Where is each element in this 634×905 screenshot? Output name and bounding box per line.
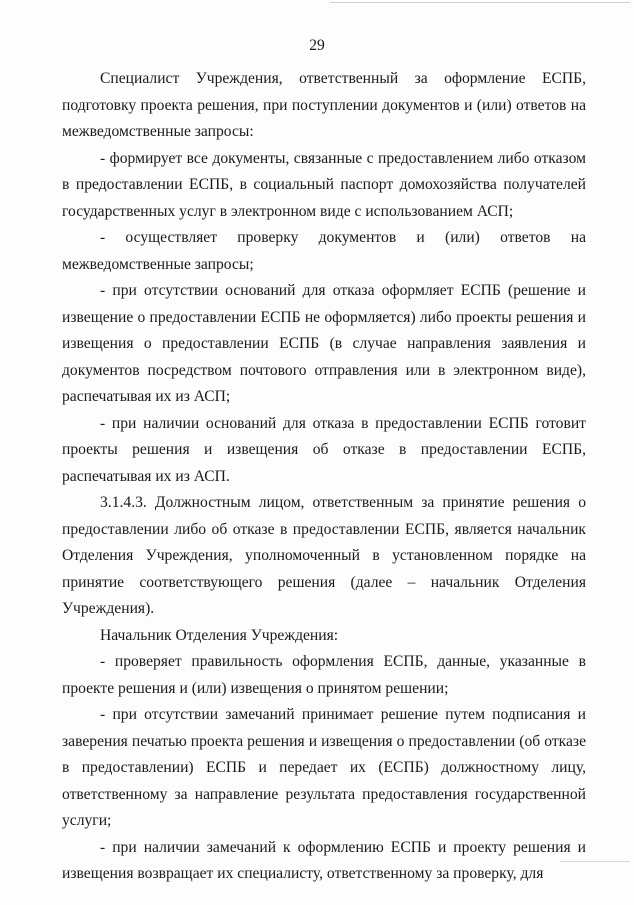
scan-artifact-line (330, 2, 630, 3)
page-number: 29 (309, 37, 325, 54)
paragraph: - формирует все документы, связанные с предоставлением либо отказом в предоставлении ЕСПБ, в социальный паспорт домохозяйства получателей государственных услуг в электронном виде с использованием АСП; (62, 149, 586, 220)
paragraph: - осуществляет проверку документов и (или) ответов на межведомственные запросы; (62, 229, 586, 273)
paragraph: - при отсутствии оснований для отказа оформляет ЕСПБ (решение и извещение о предоставлении ЕСПБ не оформляется) либо проекты решения и извещения о предоставлении ЕСПБ (в случае направления заявления и документов посредством почтового отправления или в электронном виде), распечатывая их из АСП; (62, 282, 586, 405)
scan-artifact-line (560, 861, 630, 862)
paragraph: Специалист Учреждения, ответственный за оформление ЕСПБ, подготовку проекта решения, при поступлении документов и (или) ответов на межведомственные запросы: (62, 70, 586, 140)
paragraph: Начальник Отделения Учреждения: (100, 626, 339, 644)
paragraph: - при отсутствии замечаний принимает решение путем подписания и заверения печатью проекта решения и извещения о предоставлении (об отказе в предоставлении) ЕСПБ и передает их (ЕСПБ) должностному лицу, ответственному за направление результата предоставления государственной услуги; (62, 706, 586, 829)
paragraph: - при наличии оснований для отказа в предоставлении ЕСПБ готовит проекты решения и извещения об отказе в предоставлении ЕСПБ, распечатывая их из АСП. (62, 414, 586, 485)
paragraph: - при наличии замечаний к оформлению ЕСПБ и проекту решения и извещения возвращает их специалисту, ответственному за проверку, для (62, 838, 586, 882)
paragraph: - проверяет правильность оформления ЕСПБ, данные, указанные в проекте решения и (или) извещения о принятом решении; (62, 653, 586, 697)
paragraph: 3.1.4.3. Должностным лицом, ответственным за принятие решения о предоставлении либо об отказе в предоставлении ЕСПБ, является начальник Отделения Учреждения, уполномоченный в установленном порядке на принятие соответствующего решения (далее – начальник Отделения Учреждения). (62, 494, 586, 617)
document-body (62, 66, 586, 888)
